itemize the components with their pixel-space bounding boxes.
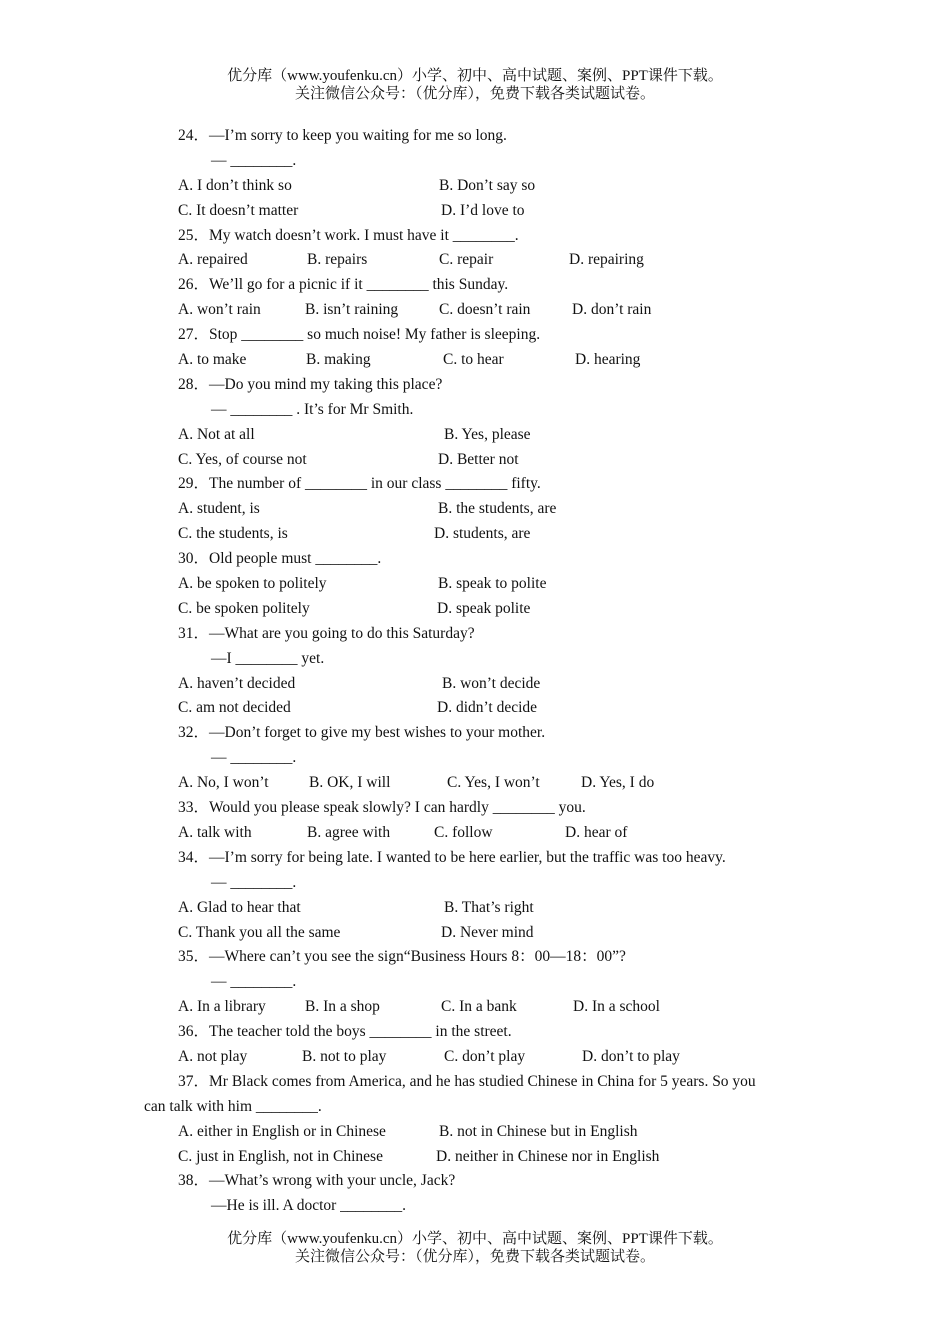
- question-stem: 34．—I’m sorry for being late. I wanted to be here earlier, but the traffic was too heavy.: [178, 848, 726, 866]
- option-a: A. No, I won’t: [178, 774, 269, 792]
- question-stem: 37．Mr Black comes from America, and he has studied Chinese in China for 5 years. So you: [178, 1072, 756, 1090]
- option-b: B. Don’t say so: [439, 176, 536, 194]
- option-c: C. doesn’t rain: [439, 301, 531, 319]
- option-a: A. haven’t decided: [178, 674, 296, 692]
- option-c: C. It doesn’t matter: [178, 201, 299, 219]
- option-b: B. isn’t raining: [305, 301, 399, 319]
- footer-line-2: 关注微信公众号：（优分库），免费下载各类试题试卷。: [294, 1249, 655, 1265]
- option-b: B. the students, are: [438, 500, 557, 518]
- option-a: A. either in English or in Chinese: [178, 1122, 386, 1140]
- option-d: D. students, are: [434, 525, 531, 543]
- question-stem: 31．—What are you going to do this Saturday?: [178, 624, 475, 642]
- question-28: [0, 373, 950, 398]
- option-d: D. don’t to play: [582, 1047, 680, 1065]
- question-36: [0, 1020, 950, 1045]
- option-c: C. the students, is: [178, 525, 288, 543]
- question-29: [0, 472, 950, 497]
- option-b: B. making: [306, 351, 371, 369]
- questions-list: [0, 124, 950, 1219]
- option-a: A. to make: [178, 351, 247, 369]
- option-d: D. repairing: [569, 251, 644, 269]
- option-d: D. hear of: [565, 823, 628, 841]
- question-27: [0, 323, 950, 348]
- option-b: B. not to play: [302, 1047, 387, 1065]
- option-c: C. Thank you all the same: [178, 923, 341, 941]
- option-b: B. won’t decide: [442, 674, 541, 692]
- option-a: A. I don’t think so: [178, 176, 292, 194]
- option-b: B. In a shop: [305, 998, 380, 1016]
- option-b: B. Yes, please: [444, 425, 531, 443]
- option-d: D. speak polite: [437, 599, 531, 617]
- question-32: [0, 721, 950, 746]
- option-a: A. student, is: [178, 500, 260, 518]
- option-d: D. Yes, I do: [581, 774, 655, 792]
- option-d: D. don’t rain: [572, 301, 652, 319]
- option-a: A. be spoken to politely: [178, 575, 327, 593]
- option-c: C. be spoken politely: [178, 599, 310, 617]
- question-stem: 26．We’ll go for a picnic if it ________ this Sunday.: [178, 276, 509, 294]
- option-d: D. I’d love to: [441, 201, 525, 219]
- page-footer: [0, 1230, 950, 1266]
- answer-blank: — ________.: [211, 749, 297, 767]
- answer-blank: — ________.: [211, 873, 297, 891]
- option-d: D. Never mind: [441, 923, 534, 941]
- question-stem: 36．The teacher told the boys ________ in the street.: [178, 1023, 512, 1041]
- question-stem: 24．—I’m sorry to keep you waiting for me so long.: [178, 127, 507, 144]
- option-a: A. repaired: [178, 251, 248, 269]
- option-c: C. Yes, I won’t: [447, 774, 540, 792]
- answer-blank: — ________ . It’s for Mr Smith.: [211, 400, 414, 418]
- option-a: A. not play: [178, 1047, 248, 1065]
- question-30: [0, 547, 950, 572]
- question-34: [0, 846, 950, 871]
- question-26: [0, 273, 950, 298]
- question-stem: 25．My watch doesn’t work. I must have it ________.: [178, 226, 519, 244]
- header-line-1: 优分库（www.youfenku.cn）小学、初中、高中试题、案例、PPT课件下载。: [227, 68, 723, 84]
- option-c: C. follow: [434, 823, 493, 841]
- option-d: D. neither in Chinese nor in English: [436, 1147, 660, 1165]
- option-a: A. Not at all: [178, 425, 255, 443]
- page-header: [0, 67, 950, 103]
- question-31: [0, 622, 950, 647]
- question-stem: 27．Stop ________ so much noise! My father is sleeping.: [178, 326, 541, 344]
- option-c: C. don’t play: [444, 1047, 526, 1065]
- answer-blank: — ________.: [211, 973, 297, 991]
- option-c: C. am not decided: [178, 699, 291, 717]
- question-stem: 30．Old people must ________.: [178, 550, 382, 568]
- option-d: D. Better not: [438, 450, 519, 468]
- question-37: [0, 1070, 950, 1095]
- option-c: C. to hear: [443, 351, 504, 369]
- question-stem-continued: can talk with him ________.: [144, 1097, 322, 1115]
- option-a: A. talk with: [178, 823, 252, 841]
- option-d: D. hearing: [575, 351, 641, 369]
- option-b: B. OK, I will: [309, 774, 391, 792]
- option-b: B. not in Chinese but in English: [439, 1122, 638, 1140]
- answer-blank: — ________.: [211, 151, 297, 169]
- header-line-2: 关注微信公众号：（优分库），免费下载各类试题试卷。: [294, 86, 655, 102]
- option-b: B. speak to polite: [438, 575, 547, 593]
- question-stem: 28．—Do you mind my taking this place?: [178, 375, 443, 393]
- answer-blank: —He is ill. A doctor ________.: [211, 1197, 407, 1215]
- option-c: C. just in English, not in Chinese: [178, 1147, 383, 1165]
- option-d: D. didn’t decide: [437, 699, 538, 717]
- question-33: [0, 796, 950, 821]
- question-24: [0, 124, 950, 149]
- option-b: B. agree with: [307, 823, 391, 841]
- option-b: B. That’s right: [444, 898, 534, 916]
- option-c: C. Yes, of course not: [178, 450, 307, 468]
- question-stem: 29．The number of ________ in our class ________ fifty.: [178, 475, 541, 493]
- option-c: C. repair: [439, 251, 494, 269]
- question-stem: 35．—Where can’t you see the sign“Business Hours 8：00—18：00”?: [178, 948, 626, 966]
- question-stem: 33．Would you please speak slowly? I can hardly ________ you.: [178, 799, 586, 817]
- answer-blank: —I ________ yet.: [211, 649, 325, 667]
- option-a: A. Glad to hear that: [178, 898, 301, 916]
- footer-line-1: 优分库（www.youfenku.cn）小学、初中、高中试题、案例、PPT课件下载。: [227, 1231, 723, 1247]
- option-a: A. won’t rain: [178, 301, 261, 319]
- question-25: [0, 224, 950, 249]
- option-b: B. repairs: [307, 251, 368, 269]
- option-c: C. In a bank: [441, 998, 517, 1016]
- option-a: A. In a library: [178, 998, 266, 1016]
- option-d: D. In a school: [573, 998, 660, 1016]
- question-35: [0, 945, 950, 970]
- question-38: [0, 1169, 950, 1194]
- question-stem: 38．—What’s wrong with your uncle, Jack?: [178, 1172, 456, 1190]
- question-stem: 32．—Don’t forget to give my best wishes to your mother.: [178, 724, 546, 742]
